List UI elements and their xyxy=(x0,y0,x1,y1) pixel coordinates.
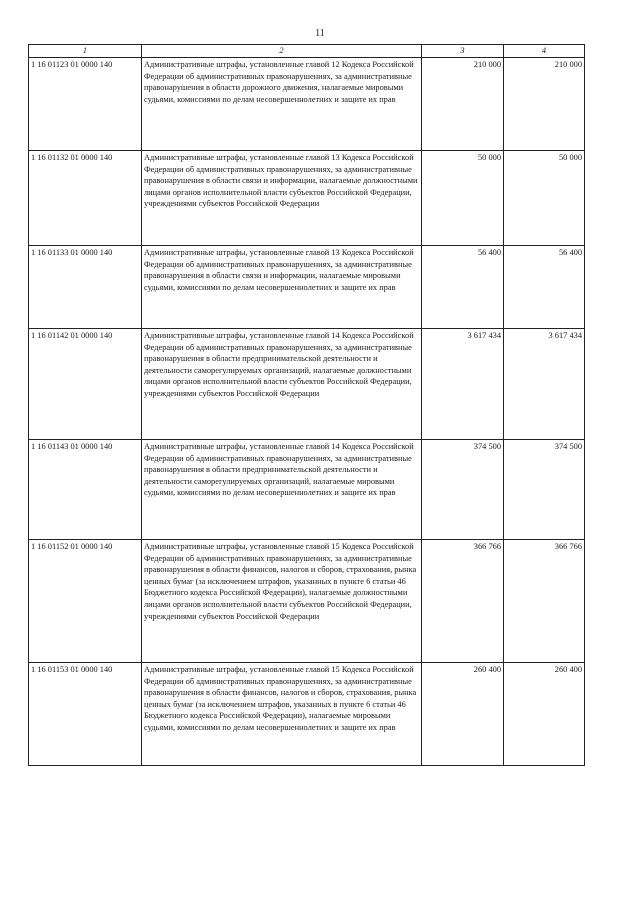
amount-column-4: 210 000 xyxy=(504,58,585,151)
revenue-code: 1 16 01152 01 0000 140 xyxy=(29,540,142,663)
column-header-1: 1 xyxy=(29,45,142,58)
amount-column-3: 366 766 xyxy=(422,540,504,663)
amount-column-4: 260 400 xyxy=(504,663,585,766)
revenue-code: 1 16 01123 01 0000 140 xyxy=(29,58,142,151)
table-row xyxy=(29,151,585,246)
revenue-description: Административные штрафы, установленные главой 14 Кодекса Российской Федерации об административных правонарушениях, за административные правонарушения в области предпринимательской деятельности и деятельности саморегулируемых организаций, налагаемые должностными лицами органов исполнительной власти субъектов Российской Федерации, учреждениями субъектов Российской Федерации xyxy=(142,329,422,440)
amount-column-4: 3 617 434 xyxy=(504,329,585,440)
amount-column-4: 366 766 xyxy=(504,540,585,663)
revenue-description: Административные штрафы, установленные главой 15 Кодекса Российской Федерации об административных правонарушениях, за административные правонарушения в области финансов, налогов и сборов, страхования, рынка ценных бумаг (за исключением штрафов, указанных в пункте 6 статьи 46 Бюджетного кодекса Российской Федерации), налагаемые мировыми судьями, комиссиями по делам несовершеннолетних и защите их прав xyxy=(142,663,422,766)
column-header-2: 2 xyxy=(142,45,422,58)
amount-column-3: 3 617 434 xyxy=(422,329,504,440)
revenue-description: Административные штрафы, установленные главой 14 Кодекса Российской Федерации об административных правонарушениях, за административные правонарушения в области предпринимательской деятельности и деятельности саморегулируемых организаций, налагаемые мировыми судьями, комиссиями по делам несовершеннолетних и защите их прав xyxy=(142,440,422,540)
revenue-description: Административные штрафы, установленные главой 12 Кодекса Российской Федерации об административных правонарушениях, за административные правонарушения в области дорожного движения, налагаемые мировыми судьями, комиссиями по делам несовершеннолетних и защите их прав xyxy=(142,58,422,151)
revenue-description: Административные штрафы, установленные главой 13 Кодекса Российской Федерации об административных правонарушениях, за административные правонарушения в области связи и информации, налагаемые должностными лицами органов исполнительной власти субъектов Российской Федерации, учреждениями субъектов Российской Федерации xyxy=(142,151,422,246)
amount-column-3: 50 000 xyxy=(422,151,504,246)
table-row xyxy=(29,540,585,663)
table-header-row xyxy=(29,45,585,58)
amount-column-4: 374 500 xyxy=(504,440,585,540)
amount-column-3: 210 000 xyxy=(422,58,504,151)
revenue-description: Административные штрафы, установленные главой 15 Кодекса Российской Федерации об административных правонарушениях, за административные правонарушения в области финансов, налогов и сборов, страхования, рынка ценных бумаг (за исключением штрафов, указанных в пункте 6 статьи 46 Бюджетного кодекса Российской Федерации), налагаемые должностными лицами органов исполнительной власти субъектов Российской Федерации, учреждениями субъектов Российской Федерации xyxy=(142,540,422,663)
revenue-code: 1 16 01142 01 0000 140 xyxy=(29,329,142,440)
amount-column-3: 260 400 xyxy=(422,663,504,766)
revenue-code: 1 16 01153 01 0000 140 xyxy=(29,663,142,766)
page-number: 11 xyxy=(315,28,325,39)
revenue-code: 1 16 01133 01 0000 140 xyxy=(29,246,142,329)
revenue-code: 1 16 01132 01 0000 140 xyxy=(29,151,142,246)
amount-column-3: 56 400 xyxy=(422,246,504,329)
column-header-4: 4 xyxy=(504,45,585,58)
table-row xyxy=(29,246,585,329)
table-row xyxy=(29,58,585,151)
revenue-code: 1 16 01143 01 0000 140 xyxy=(29,440,142,540)
amount-column-4: 56 400 xyxy=(504,246,585,329)
revenue-description: Административные штрафы, установленные главой 13 Кодекса Российской Федерации об административных правонарушениях, за административные правонарушения в области связи и информации, налагаемые мировыми судьями, комиссиями по делам несовершеннолетних и защите их прав xyxy=(142,246,422,329)
amount-column-3: 374 500 xyxy=(422,440,504,540)
table-row xyxy=(29,663,585,766)
revenue-table xyxy=(28,44,585,766)
amount-column-4: 50 000 xyxy=(504,151,585,246)
column-header-3: 3 xyxy=(422,45,504,58)
table-row xyxy=(29,329,585,440)
table-row xyxy=(29,440,585,540)
